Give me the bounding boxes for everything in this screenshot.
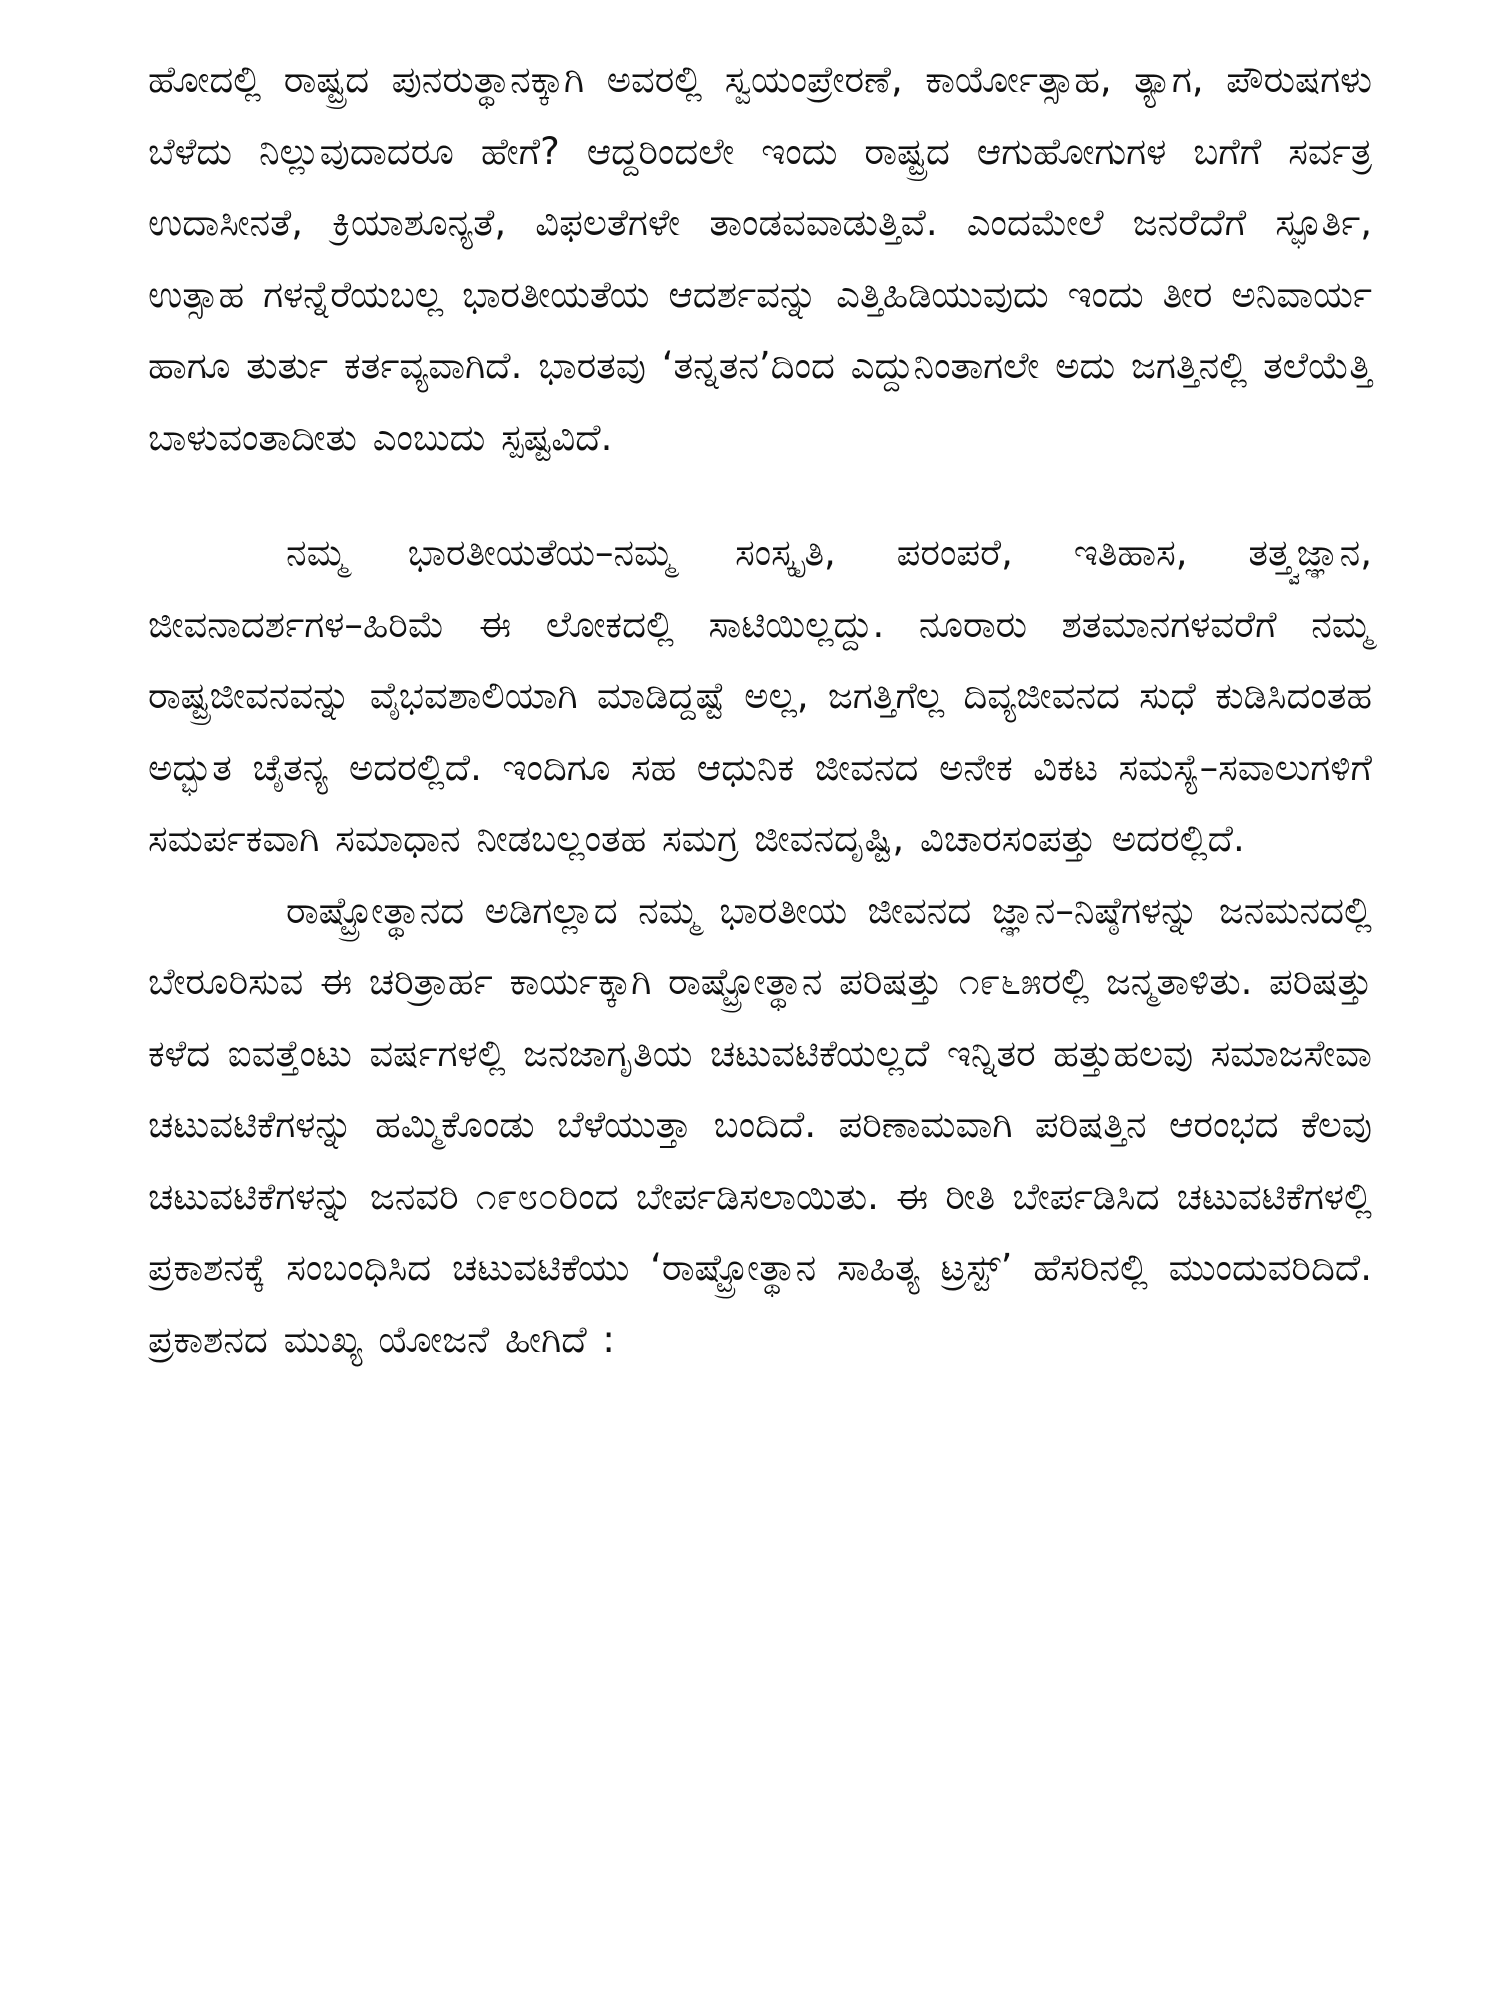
paragraph-3: ರಾಷ್ಟ್ರೋತ್ಥಾನದ ಅಡಿಗಲ್ಲಾದ ನಮ್ಮ ಭಾರತೀಯ ಜೀವನದ ಜ್ಞಾನ–ನಿಷ್ಠೆಗಳನ್ನು ಜನಮನದಲ್ಲಿ ಬೇರೂರಿಸುವ ಈ ಚರಿತ್ರಾರ್ಹ ಕಾರ್ಯಕ್ಕಾಗಿ ರಾಷ್ಟ್ರೋತ್ಥಾನ ಪರಿಷತ್ತು ೧೯೬೫ರಲ್ಲಿ ಜನ್ಮತಾಳಿತು. ಪರಿಷತ್ತು ಕಳೆದ ಐವತ್ತೆಂಟು ವರ್ಷಗಳಲ್ಲಿ ಜನಜಾಗೃತಿಯ ಚಟುವಟಿಕೆಯಲ್ಲದೆ ಇನ್ನಿತರ ಹತ್ತುಹಲವು ಸಮಾಜಸೇವಾ ಚಟುವಟಿಕೆಗಳನ್ನು ಹಮ್ಮಿಕೊಂಡು ಬೆಳೆಯುತ್ತಾ ಬಂದಿದೆ. ಪರಿಣಾಮವಾಗಿ ಪರಿಷತ್ತಿನ ಆರಂಭದ ಕೆಲವು ಚಟುವಟಿಕೆಗಳನ್ನು ಜನವರಿ ೧೯೮೦ರಿಂದ ಬೇರ್ಪಡಿಸಲಾಯಿತು. ಈ ರೀತಿ ಬೇರ್ಪಡಿಸಿದ ಚಟುವಟಿಕೆಗಳಲ್ಲಿ ಪ್ರಕಾಶನಕ್ಕೆ ಸಂಬಂಧಿಸಿದ ಚಟುವಟಿಕೆಯು ‘ರಾಷ್ಟ್ರೋತ್ಥಾನ ಸಾಹಿತ್ಯ ಟ್ರಸ್ಟ್’ ಹೆಸರಿನಲ್ಲಿ ಮುಂದುವರಿದಿದೆ. ಪ್ರಕಾಶನದ ಮುಖ್ಯ ಯೋಜನೆ ಹೀಗಿದೆ : xyxy=(148,888,1372,1361)
document-page xyxy=(148,44,1372,1944)
paragraph-2: ನಮ್ಮ ಭಾರತೀಯತೆಯ–ನಮ್ಮ ಸಂಸ್ಕೃತಿ, ಪರಂಪರೆ, ಇತಿಹಾಸ, ತತ್ತ್ವಜ್ಞಾನ, ಜೀವನಾದರ್ಶಗಳ–ಹಿರಿಮೆ ಈ ಲೋಕದಲ್ಲಿ ಸಾಟಿಯಿಲ್ಲದ್ದು. ನೂರಾರು ಶತಮಾನಗಳವರೆಗೆ ನಮ್ಮ ರಾಷ್ಟ್ರಜೀವನವನ್ನು ವೈಭವಶಾಲಿಯಾಗಿ ಮಾಡಿದ್ದಷ್ಟೆ ಅಲ್ಲ, ಜಗತ್ತಿಗೆಲ್ಲ ದಿವ್ಯಜೀವನದ ಸುಧೆ ಕುಡಿಸಿದಂತಹ ಅದ್ಭುತ ಚೈತನ್ಯ ಅದರಲ್ಲಿದೆ. ಇಂದಿಗೂ ಸಹ ಆಧುನಿಕ ಜೀವನದ ಅನೇಕ ವಿಕಟ ಸಮಸ್ಯೆ–ಸವಾಲುಗಳಿಗೆ ಸಮರ್ಪಕವಾಗಿ ಸಮಾಧಾನ ನೀಡಬಲ್ಲಂತಹ ಸಮಗ್ರ ಜೀವನದೃಷ್ಟಿ, ವಿಚಾರಸಂಪತ್ತು ಅದರಲ್ಲಿದೆ. xyxy=(148,531,1372,860)
paragraph-1: ಹೋದಲ್ಲಿ ರಾಷ್ಟ್ರದ ಪುನರುತ್ಥಾನಕ್ಕಾಗಿ ಅವರಲ್ಲಿ ಸ್ವಯಂಪ್ರೇರಣೆ, ಕಾರ್ಯೋತ್ಸಾಹ, ತ್ಯಾಗ, ಪೌರುಷಗಳು ಬೆಳೆದು ನಿಲ್ಲುವುದಾದರೂ ಹೇಗೆ? ಆದ್ದರಿಂದಲೇ ಇಂದು ರಾಷ್ಟ್ರದ ಆಗುಹೋಗುಗಳ ಬಗೆಗೆ ಸರ್ವತ್ರ ಉದಾಸೀನತೆ, ಕ್ರಿಯಾಶೂನ್ಯತೆ, ವಿಫಲತೆಗಳೇ ತಾಂಡವವಾಡುತ್ತಿವೆ. ಎಂದಮೇಲೆ ಜನರೆದೆಗೆ ಸ್ಫೂರ್ತಿ, ಉತ್ಸಾಹ ಗಳನ್ನೆರೆಯಬಲ್ಲ ಭಾರತೀಯತೆಯ ಆದರ್ಶವನ್ನು ಎತ್ತಿಹಿಡಿಯುವುದು ಇಂದು ತೀರ ಅನಿವಾರ್ಯ ಹಾಗೂ ತುರ್ತು ಕರ್ತವ್ಯವಾಗಿದೆ. ಭಾರತವು ‘ತನ್ನತನ’ದಿಂದ ಎದ್ದುನಿಂತಾಗಲೇ ಅದು ಜಗತ್ತಿನಲ್ಲಿ ತಲೆಯೆತ್ತಿ ಬಾಳುವಂತಾದೀತು ಎಂಬುದು ಸ್ಪಷ್ಟವಿದೆ. xyxy=(148,58,1372,459)
